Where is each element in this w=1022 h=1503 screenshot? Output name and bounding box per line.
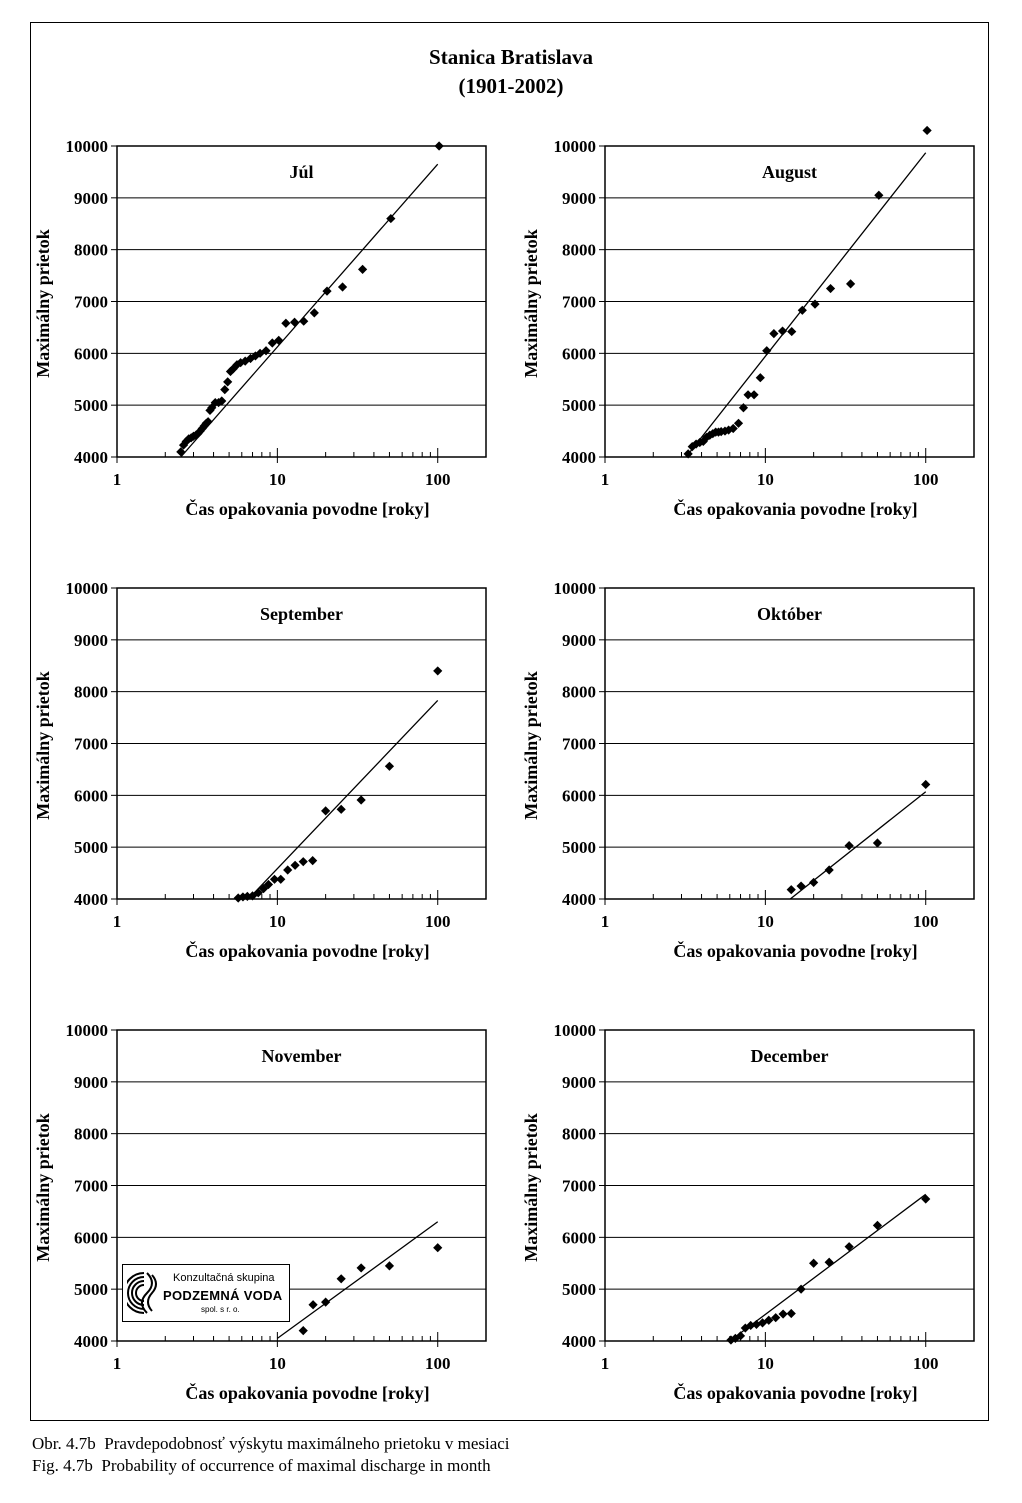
company-logo (122, 1264, 290, 1322)
data-point (290, 861, 299, 870)
y-tick-label: 4000 (562, 1332, 596, 1351)
y-tick-label: 6000 (74, 786, 108, 806)
x-tick-label: 10 (756, 1354, 774, 1373)
y-tick-label: 4000 (562, 448, 596, 467)
y-axis-label: Maximálny prietok (33, 229, 53, 378)
y-tick-label: 4000 (74, 1332, 108, 1351)
panel-title: December (750, 1046, 829, 1066)
data-point (809, 1259, 818, 1268)
y-tick-label: 9000 (562, 1072, 596, 1092)
data-point (921, 1194, 930, 1203)
y-tick-label: 7000 (562, 734, 596, 754)
y-tick-label: 10000 (65, 579, 108, 598)
y-axis-label: Maximálny prietok (33, 671, 53, 820)
x-tick-label: 10 (756, 912, 774, 931)
y-tick-label: 6000 (74, 344, 108, 364)
x-axis-label: Čas opakovania povodne [roky] (673, 1383, 918, 1403)
x-axis-label: Čas opakovania povodne [roky] (673, 499, 918, 519)
y-tick-label: 8000 (562, 682, 596, 702)
x-tick-label: 1 (112, 912, 122, 931)
data-point (787, 1309, 796, 1318)
data-point (873, 838, 882, 847)
trend-line (686, 153, 926, 457)
y-tick-label: 4000 (562, 890, 596, 909)
chart-4 (521, 579, 974, 961)
data-point (921, 780, 930, 789)
y-tick-label: 9000 (562, 188, 596, 208)
x-tick-label: 10 (756, 470, 774, 489)
data-point (778, 326, 787, 335)
x-tick-label: 100 (424, 912, 451, 931)
y-tick-label: 7000 (74, 734, 108, 754)
data-point (308, 1300, 317, 1309)
panel-title: September (260, 604, 343, 624)
logo-line-1: Konzultačná skupina (173, 1272, 275, 1284)
y-tick-label: 6000 (562, 786, 596, 806)
y-tick-label: 10000 (553, 137, 596, 156)
x-axis-label: Čas opakovania povodne [roky] (185, 499, 430, 519)
data-point (787, 327, 796, 336)
data-point (338, 282, 347, 291)
y-axis-label: Maximálny prietok (521, 229, 541, 378)
x-tick-label: 10 (268, 1354, 286, 1373)
chart-5 (33, 1021, 486, 1403)
data-point (299, 857, 308, 866)
data-point (357, 795, 366, 804)
data-point (874, 191, 883, 200)
panel-title: Júl (289, 162, 314, 182)
x-tick-label: 1 (600, 912, 610, 931)
panel-title: November (261, 1046, 342, 1066)
chart-2 (521, 126, 974, 519)
data-point (358, 265, 367, 274)
data-point (220, 385, 229, 394)
y-axis-label: Maximálny prietok (521, 1113, 541, 1262)
x-tick-label: 1 (600, 1354, 610, 1373)
data-point (223, 377, 232, 386)
x-tick-label: 10 (268, 912, 286, 931)
y-tick-label: 9000 (74, 188, 108, 208)
data-point (809, 878, 818, 887)
data-point (825, 865, 834, 874)
chart-6 (521, 1021, 974, 1403)
y-tick-label: 5000 (562, 1280, 596, 1300)
data-point (845, 841, 854, 850)
trend-line (248, 700, 437, 899)
data-point (433, 1243, 442, 1252)
trend-line (730, 1194, 926, 1341)
data-point (299, 1326, 308, 1335)
y-tick-label: 6000 (562, 1228, 596, 1248)
data-point (283, 865, 292, 874)
x-tick-label: 10 (268, 470, 286, 489)
panel-title: August (761, 162, 818, 182)
x-tick-label: 100 (912, 912, 939, 931)
y-tick-label: 5000 (562, 396, 596, 416)
x-axis-label: Čas opakovania povodne [roky] (673, 941, 918, 961)
data-point (769, 329, 778, 338)
logo-line-2: PODZEMNÁ VODA (163, 1288, 283, 1303)
y-tick-label: 8000 (562, 240, 596, 260)
y-tick-label: 9000 (562, 630, 596, 650)
y-axis-label: Maximálny prietok (521, 671, 541, 820)
data-point (385, 762, 394, 771)
chart-1 (33, 137, 486, 519)
y-tick-label: 5000 (74, 838, 108, 858)
y-tick-label: 8000 (562, 1124, 596, 1144)
y-tick-label: 5000 (74, 1280, 108, 1300)
y-tick-label: 7000 (562, 292, 596, 312)
data-point (796, 881, 805, 890)
data-point (825, 1258, 834, 1267)
data-point (762, 346, 771, 355)
x-tick-label: 100 (424, 1354, 451, 1373)
data-point (337, 805, 346, 814)
y-tick-label: 10000 (553, 1021, 596, 1040)
figure-title-line-2: (1901-2002) (458, 74, 564, 98)
data-point (433, 666, 442, 675)
logo-line-3: spol. s r. o. (201, 1305, 240, 1314)
x-tick-label: 100 (912, 1354, 939, 1373)
x-tick-label: 1 (112, 470, 122, 489)
data-point (810, 299, 819, 308)
y-tick-label: 8000 (74, 240, 108, 260)
data-point (357, 1263, 366, 1272)
y-tick-label: 6000 (562, 344, 596, 364)
trend-line (277, 1222, 437, 1339)
y-tick-label: 9000 (74, 630, 108, 650)
data-point (385, 1261, 394, 1270)
data-point (290, 318, 299, 327)
data-point (299, 317, 308, 326)
x-tick-label: 100 (424, 470, 451, 489)
y-tick-label: 7000 (562, 1176, 596, 1196)
data-point (826, 284, 835, 293)
data-point (276, 875, 285, 884)
data-point (756, 373, 765, 382)
x-axis-label: Čas opakovania povodne [roky] (185, 1383, 430, 1403)
data-point (749, 390, 758, 399)
y-tick-label: 4000 (74, 890, 108, 909)
data-point (846, 279, 855, 288)
trend-line (181, 164, 438, 457)
y-tick-label: 9000 (74, 1072, 108, 1092)
y-tick-label: 6000 (74, 1228, 108, 1248)
caption-slovak: Obr. 4.7b Pravdepodobnosť výskytu maximálneho prietoku v mesiaci (32, 1434, 510, 1453)
logo-icon (127, 1271, 161, 1315)
chart-3 (33, 579, 486, 961)
data-point (739, 403, 748, 412)
data-point (337, 1274, 346, 1283)
x-tick-label: 1 (600, 470, 610, 489)
y-tick-label: 7000 (74, 292, 108, 312)
y-axis-label: Maximálny prietok (33, 1113, 53, 1262)
x-tick-label: 100 (912, 470, 939, 489)
data-point (923, 126, 932, 135)
y-tick-label: 10000 (65, 137, 108, 156)
y-tick-label: 5000 (562, 838, 596, 858)
y-tick-label: 7000 (74, 1176, 108, 1196)
data-point (787, 885, 796, 894)
y-tick-label: 4000 (74, 448, 108, 467)
figure-title-line-1: Stanica Bratislava (429, 45, 593, 69)
y-tick-label: 5000 (74, 396, 108, 416)
y-tick-label: 8000 (74, 1124, 108, 1144)
data-point (308, 856, 317, 865)
panel-title: Október (757, 604, 822, 624)
data-point (281, 319, 290, 328)
caption-english: Fig. 4.7b Probability of occurrence of maximal discharge in month (32, 1456, 491, 1475)
y-tick-label: 10000 (65, 1021, 108, 1040)
data-point (435, 141, 444, 150)
x-axis-label: Čas opakovania povodne [roky] (185, 941, 430, 961)
x-tick-label: 1 (112, 1354, 122, 1373)
data-point (310, 308, 319, 317)
y-tick-label: 10000 (553, 579, 596, 598)
y-tick-label: 8000 (74, 682, 108, 702)
